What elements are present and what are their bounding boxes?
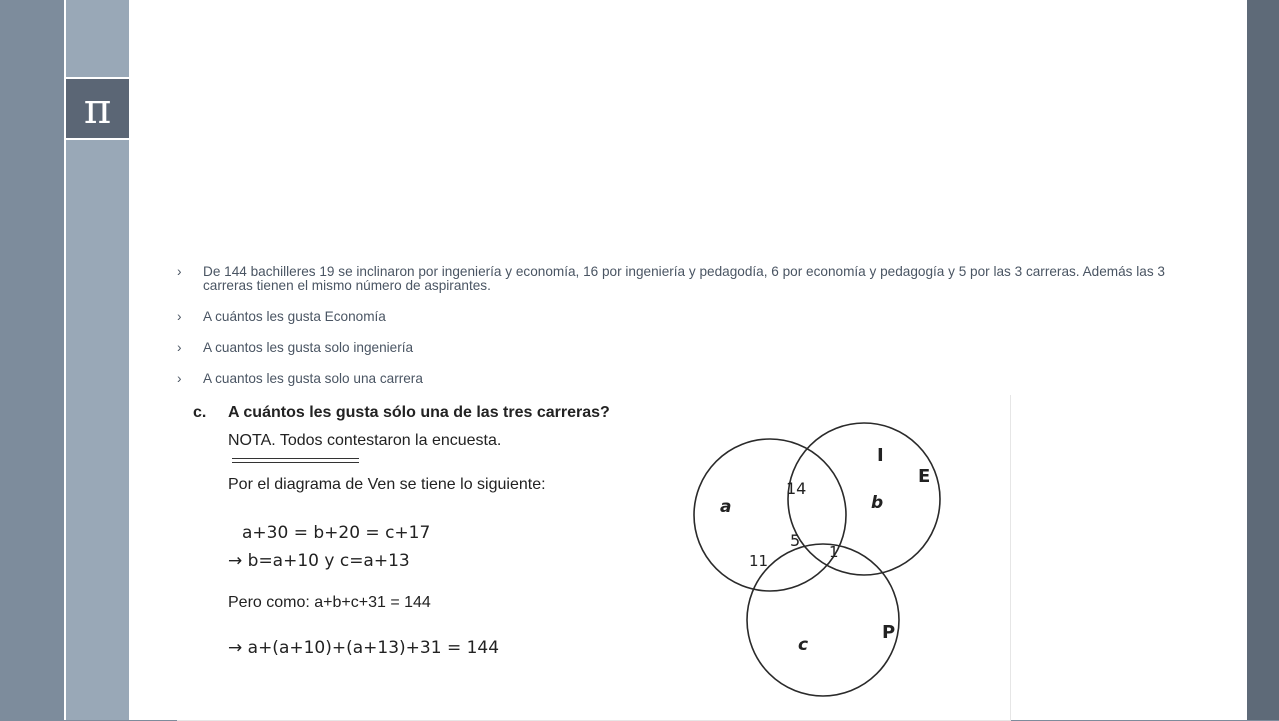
set-p-circle <box>747 544 899 696</box>
bullet-text: A cuantos les gusta solo una carrera <box>203 371 423 386</box>
bullet-marker: › <box>177 264 182 279</box>
double-underline <box>232 458 359 463</box>
set-e-circle <box>788 423 940 575</box>
region-b: b <box>871 493 884 513</box>
set-i-circle <box>694 439 846 591</box>
right-border-band <box>1247 0 1279 720</box>
bullet-text: A cuantos les gusta solo ingeniería <box>203 340 414 355</box>
region-a: a <box>720 497 732 517</box>
scanned-solution-image <box>177 395 1011 721</box>
question-note: NOTA. Todos contestaron la encuesta. <box>228 432 502 449</box>
question-title: A cuántos les gusta sólo una de las tres carreras? <box>228 404 610 421</box>
question-letter: c. <box>193 404 207 421</box>
bullet-marker: › <box>177 371 182 386</box>
set-label-p: P <box>882 622 896 643</box>
equation-2: → b=a+10 y c=a+13 <box>228 551 410 571</box>
region-c: c <box>798 635 809 655</box>
region-iep: 5 <box>790 531 801 550</box>
bullet-marker: › <box>177 340 182 355</box>
bullet-marker: › <box>177 309 182 324</box>
set-label-e: E <box>918 466 931 487</box>
bullet-item <box>177 372 1177 386</box>
equation-4: → a+(a+10)+(a+13)+31 = 144 <box>228 638 500 658</box>
region-ep: 1 <box>829 543 839 561</box>
bullet-text: De 144 bachilleres 19 se inclinaron por ingeniería y economía, 16 por ingeniería y pedagodía, 6 por economía y pedagogía y 5 por las 3 carreras. Además las 3 carreras tienen el mismo número de aspirantes. <box>203 264 1165 293</box>
region-ip: 11 <box>749 552 769 570</box>
set-label-i: I <box>877 445 884 466</box>
bullet-item <box>177 310 1177 324</box>
region-ie: 14 <box>786 479 807 498</box>
bullet-item <box>177 341 1177 355</box>
bullet-list <box>177 265 1177 386</box>
equation-1: a+30 = b+20 = c+17 <box>242 523 431 543</box>
bullet-text: A cuántos les gusta Economía <box>203 309 386 324</box>
venn-diagram <box>677 420 1007 710</box>
equation-3: Pero como: a+b+c+31 = 144 <box>228 594 431 611</box>
diagram-intro: Por el diagrama de Ven se tiene lo siguiente: <box>228 476 546 493</box>
left-border-band <box>0 0 65 720</box>
pi-icon: π <box>66 77 129 140</box>
bullet-item <box>177 265 1177 293</box>
